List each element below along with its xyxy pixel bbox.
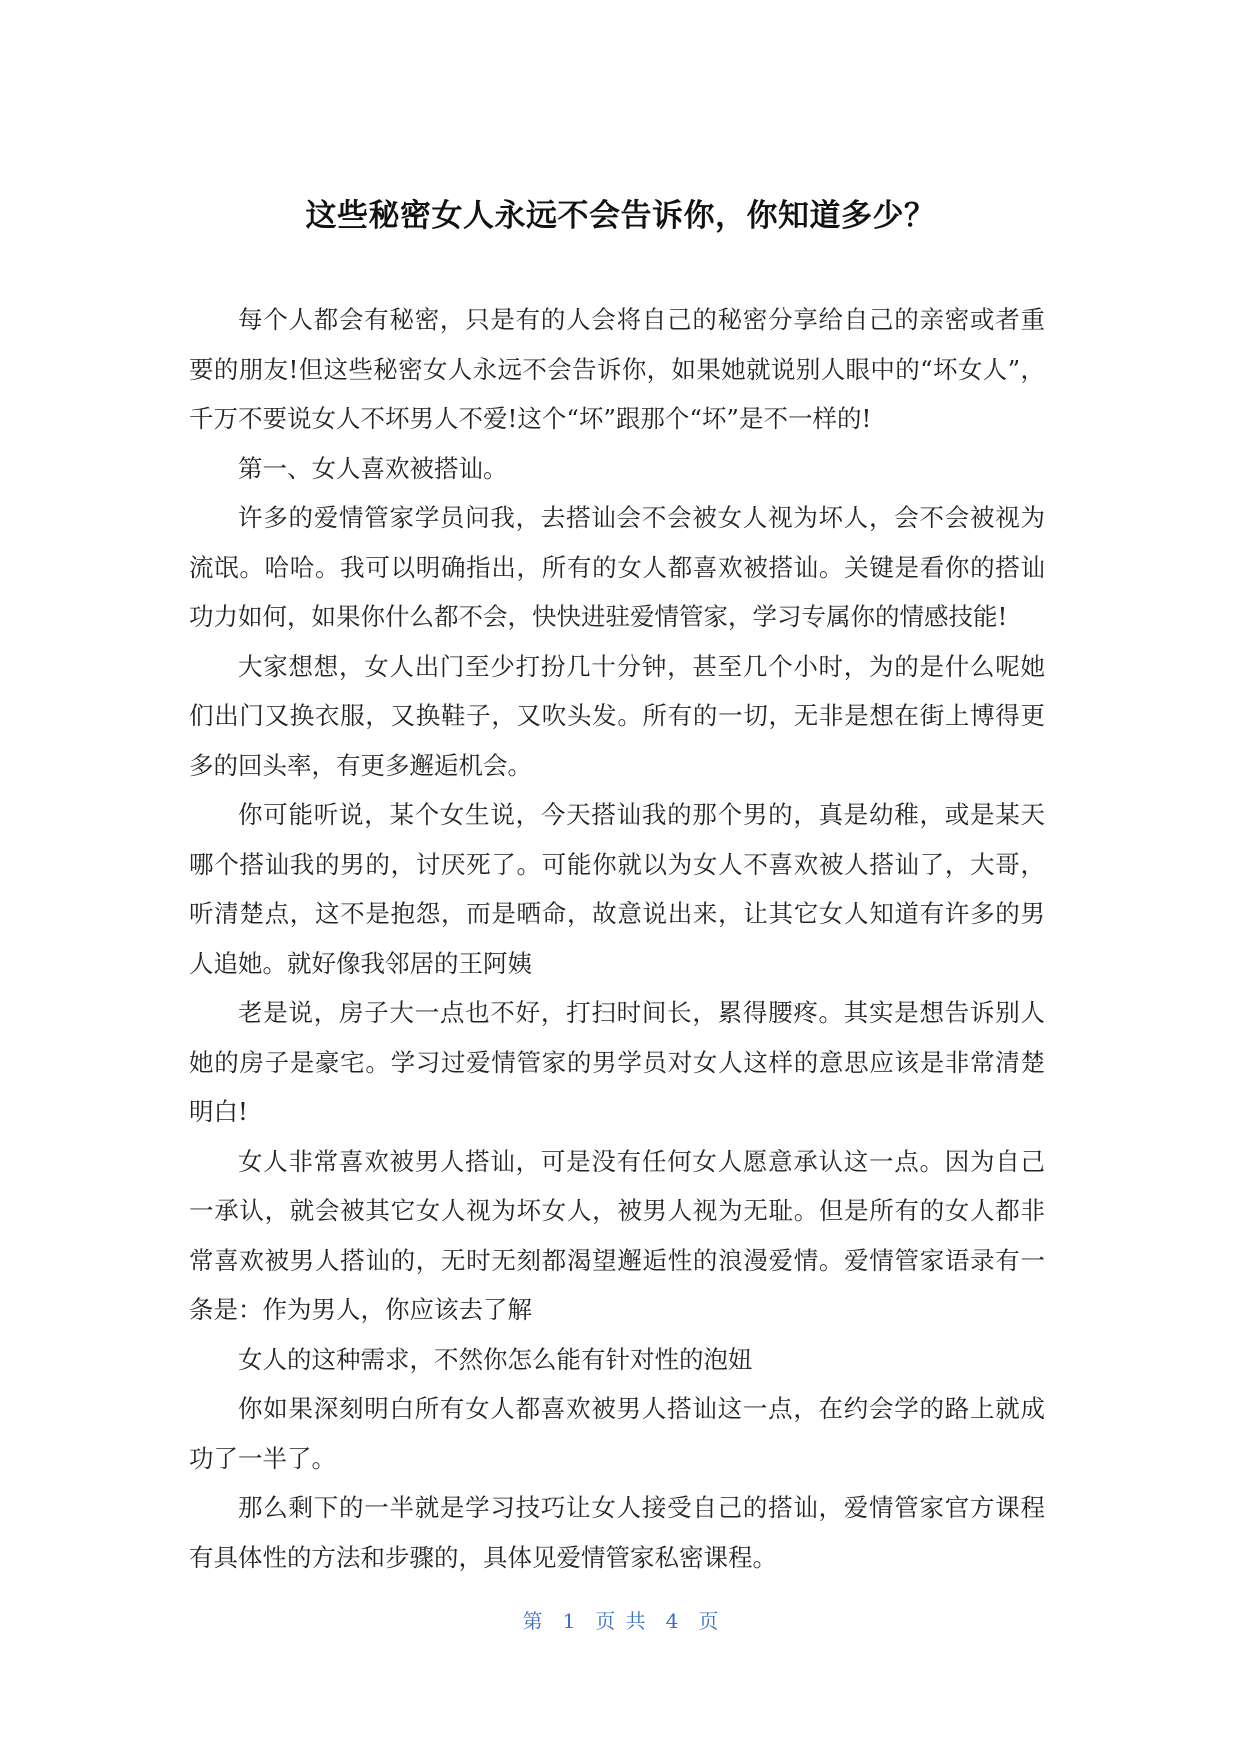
document-body xyxy=(189,295,1045,1582)
paragraph: 你可能听说，某个女生说，今天搭讪我的那个男的，真是幼稚，或是某天哪个搭讪我的男的，讨厌死了。可能你就以为女人不喜欢被人搭讪了，大哥，听清楚点，这不是抱怨，而是晒命，故意说出来，让其它女人知道有许多的男人追她。就好像我邻居的王阿姨 xyxy=(189,800,1045,978)
paragraph: 每个人都会有秘密，只是有的人会将自己的秘密分享给自己的亲密或者重要的朋友!但这些秘密女人永远不会告诉你，如果她就说别人眼中的“坏女人”，千万不要说女人不坏男人不爱!这个“坏”跟那个“坏”是不一样的! xyxy=(189,305,1045,433)
footer-middle: 页 共 xyxy=(595,1609,646,1633)
paragraph: 那么剩下的一半就是学习技巧让女人接受自己的搭讪，爱情管家官方课程有具体性的方法和步骤的，具体见爱情管家私密课程。 xyxy=(189,1493,1045,1572)
footer-total-pages: 4 xyxy=(665,1609,679,1633)
document-title: 这些秘密女人永远不会告诉你，你知道多少？ xyxy=(305,198,936,234)
paragraph: 女人非常喜欢被男人搭讪，可是没有任何女人愿意承认这一点。因为自己一承认，就会被其它女人视为坏女人，被男人视为无耻。但是所有的女人都非常喜欢被男人搭讪的，无时无刻都渴望邂逅性的浪漫爱情。爱情管家语录有一条是：作为男人，你应该去了解 xyxy=(189,1146,1045,1324)
paragraph: 女人的这种需求，不然你怎么能有针对性的泡妞 xyxy=(238,1344,753,1374)
footer-prefix: 第 xyxy=(522,1609,543,1633)
paragraph: 许多的爱情管家学员问我，去搭讪会不会被女人视为坏人，会不会被视为流氓。哈哈。我可以明确指出，所有的女人都喜欢被搭讪。关键是看你的搭讪功力如何，如果你什么都不会，快快进驻爱情管家，学习专属你的情感技能! xyxy=(189,503,1045,631)
footer-suffix: 页 xyxy=(698,1609,719,1633)
paragraph: 大家想想，女人出门至少打扮几十分钟，甚至几个小时，为的是什么呢她们出门又换衣服，又换鞋子，又吹头发。所有的一切，无非是想在街上博得更多的回头率，有更多邂逅机会。 xyxy=(189,651,1045,780)
footer-current-page: 1 xyxy=(562,1609,576,1633)
paragraph: 第一、女人喜欢被搭讪。 xyxy=(238,453,508,483)
paragraph: 你如果深刻明白所有女人都喜欢被男人搭讪这一点，在约会学的路上就成功了一半了。 xyxy=(189,1394,1045,1473)
page-footer xyxy=(0,1605,1241,1634)
paragraph: 老是说，房子大一点也不好，打扫时间长，累得腰疼。其实是想告诉别人她的房子是豪宅。学习过爱情管家的男学员对女人这样的意思应该是非常清楚明白! xyxy=(189,998,1045,1126)
